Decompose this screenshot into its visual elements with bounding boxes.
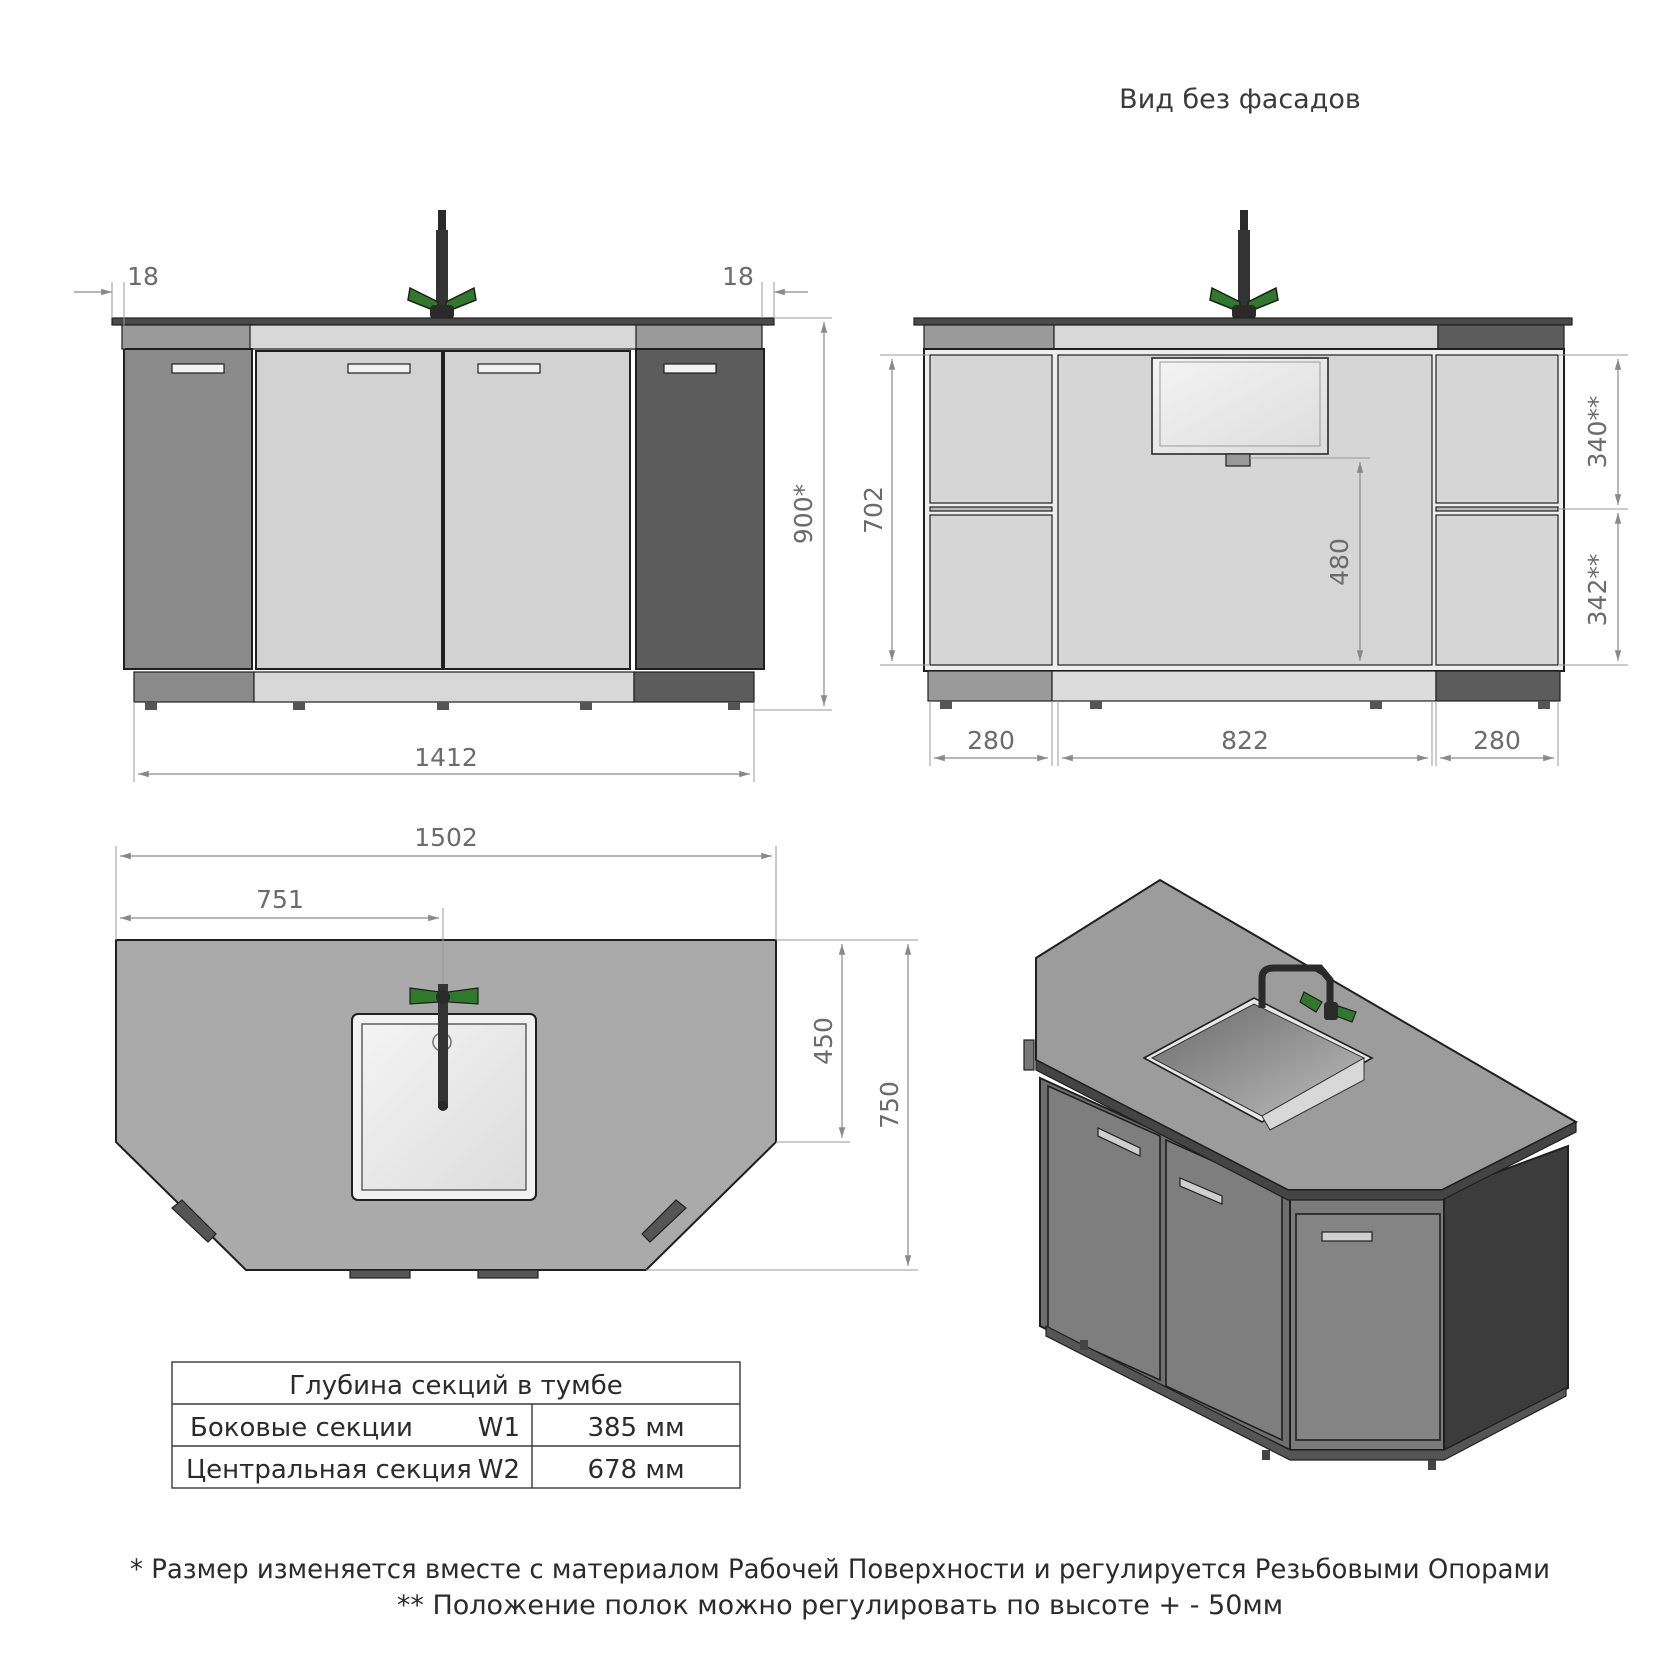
view-caption: Вид без фасадов	[1119, 84, 1361, 115]
dim-center-section: 822	[1221, 726, 1269, 755]
dim-total-width: 1502	[414, 823, 478, 852]
dim-total-depth: 750	[875, 1081, 904, 1129]
dim-height-900: 900*	[789, 483, 818, 545]
dim-left-section: 280	[967, 726, 1015, 755]
footnote-shelves: ** Положение полок можно регулировать по высоте + - 50мм	[396, 1590, 1284, 1621]
table-row-code: W1	[477, 1413, 520, 1443]
front-view	[74, 210, 832, 782]
dim-width-1412: 1412	[414, 743, 478, 772]
dim-lower-shelf: 342**	[1583, 553, 1612, 627]
dim-front-depth: 450	[809, 1017, 838, 1065]
footnote-size: * Размер изменяется вместе с материалом Рабочей Поверхности и регулируется Резьбовыми Опорами	[130, 1554, 1550, 1585]
plan-view	[116, 823, 918, 1278]
table-row-code: W2	[477, 1455, 520, 1485]
dim-height-702: 702	[859, 486, 888, 534]
table-title: Глубина секций в тумбе	[289, 1371, 623, 1401]
table-row-label: Боковые секции	[190, 1413, 413, 1443]
isometric-view	[1024, 880, 1576, 1470]
faucet-icon	[408, 210, 476, 319]
dim-right-gap: 18	[722, 262, 754, 291]
dim-sink-height: 480	[1325, 538, 1354, 586]
depth-table	[172, 1362, 740, 1488]
dim-left-gap: 18	[127, 262, 159, 291]
table-row-value: 678 мм	[587, 1455, 685, 1485]
dim-half-width: 751	[256, 885, 304, 914]
table-row-label: Центральная секция	[186, 1455, 472, 1485]
dim-right-section: 280	[1473, 726, 1521, 755]
faucet-icon	[1210, 210, 1278, 319]
table-row-value: 385 мм	[587, 1413, 685, 1443]
dim-upper-shelf: 340**	[1583, 395, 1612, 469]
open-view	[859, 210, 1628, 766]
